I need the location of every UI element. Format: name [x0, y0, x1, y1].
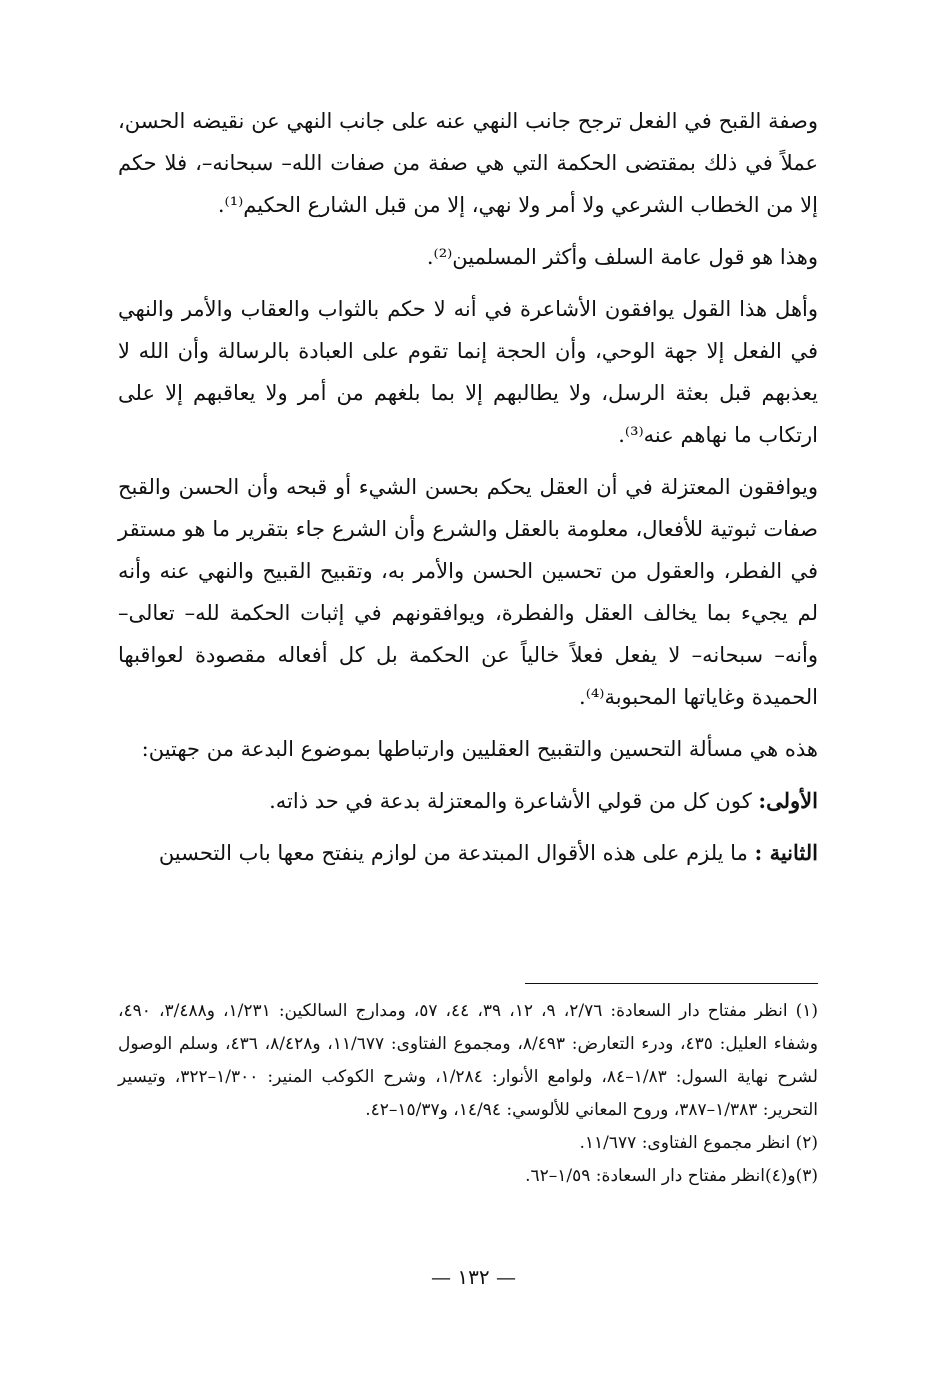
- point-first-label: الأولى:: [758, 788, 818, 813]
- point-second-label: الثانية :: [754, 840, 818, 865]
- paragraph-3: وأهل هذا القول يوافقون الأشاعرة في أنه لا حكم بالثواب والعقاب والأمر والنهي في الفعل إلا جهة الوحي، وأن الحجة إنما تقوم على العبادة بالرسالة وأن الله لا يعذبهم قبل بعثة الرسل، ولا يطالبهم إلا بما بلغهم من أمر ولا يعاقبهم إلا على ارتكاب ما نهاهم عنه⁽³⁾.: [118, 297, 818, 447]
- point-first: [118, 780, 818, 822]
- paragraph-5: هذه هي مسألة التحسين والتقبيح العقليين وارتباطها بموضوع البدعة من جهتين:: [141, 737, 818, 761]
- footnote-2: (٢) انظر مجموع الفتاوى: ١١/٦٧٧.: [579, 1133, 818, 1153]
- footnotes: [118, 995, 818, 1193]
- paragraph-2: وهذا هو قول عامة السلف وأكثر المسلمين⁽²⁾.: [426, 245, 818, 269]
- point-second-text: ما يلزم على هذه الأقوال المبتدعة من لوازم ينفتح معها باب التحسين: [158, 841, 748, 865]
- footnote-divider: [525, 983, 818, 984]
- page-number: — ١٣٢ —: [431, 1265, 516, 1289]
- point-first-text: كون كل من قولي الأشاعرة والمعتزلة بدعة في حد ذاته.: [269, 789, 752, 813]
- main-text: [118, 100, 818, 874]
- paragraph-4: ويوافقون المعتزلة في أن العقل يحكم بحسن الشيء أو قبحه وأن الحسن والقبح صفات ثبوتية للأفعال، معلومة بالعقل والشرع وأن الشرع جاء بتقرير ما هو مستقر في الفطر، والعقول من تحسين الحسن والأمر به، وتقبيح القبيح والنهي عنه وأنه لم يجيء بما يخالف العقل والفطرة، ويوافقونهم في إثبات الحكمة لله– تعالى– وأنه– سبحانه– لا يفعل فعلاً خالياً عن الحكمة بل كل أفعاله مقصودة لعواقبها الحميدة وغاياتها المحبوبة⁽⁴⁾.: [118, 475, 818, 709]
- point-second: [118, 832, 818, 874]
- footnote-3: (٣)و(٤)انظر مفتاح دار السعادة: ١/٥٩–٦٢.: [525, 1166, 818, 1186]
- paragraph-1: وصفة القبح في الفعل ترجح جانب النهي عنه على جانب النهي عن نقيضه الحسن، عملاً في ذلك بمقتضى الحكمة التي هي صفة من صفات الله– سبحانه–، فلا حكم إلا من الخطاب الشرعي ولا أمر ولا نهي، إلا من قبل الشارع الحكيم⁽¹⁾.: [118, 109, 818, 217]
- footnote-1: (١) انظر مفتاح دار السعادة: ٢/٧٦، ٩، ١٢، ٣٩، ٤٤، ٥٧، ومدارج السالكين: ١/٢٣١، و٣/٤٨٨، ٤٩٠، وشفاء العليل: ٤٣٥، ودرء التعارض: ٨/٤٩٣، ومجموع الفتاوى: ١١/٦٧٧، و٨/٤٢٨، ٤٣٦، وسلم الوصول لشرح نهاية السول: ١/٨٣–٨٤، ولوامع الأنوار: ١/٢٨٤، وشرح الكوكب المنير: ١/٣٠٠–٣٢٢، وتيسير التحرير: ١/٣٨٣–٣٨٧، وروح المعاني للألوسي: ١٤/٩٤، و١٥/٣٧–٤٢.: [118, 1001, 819, 1120]
